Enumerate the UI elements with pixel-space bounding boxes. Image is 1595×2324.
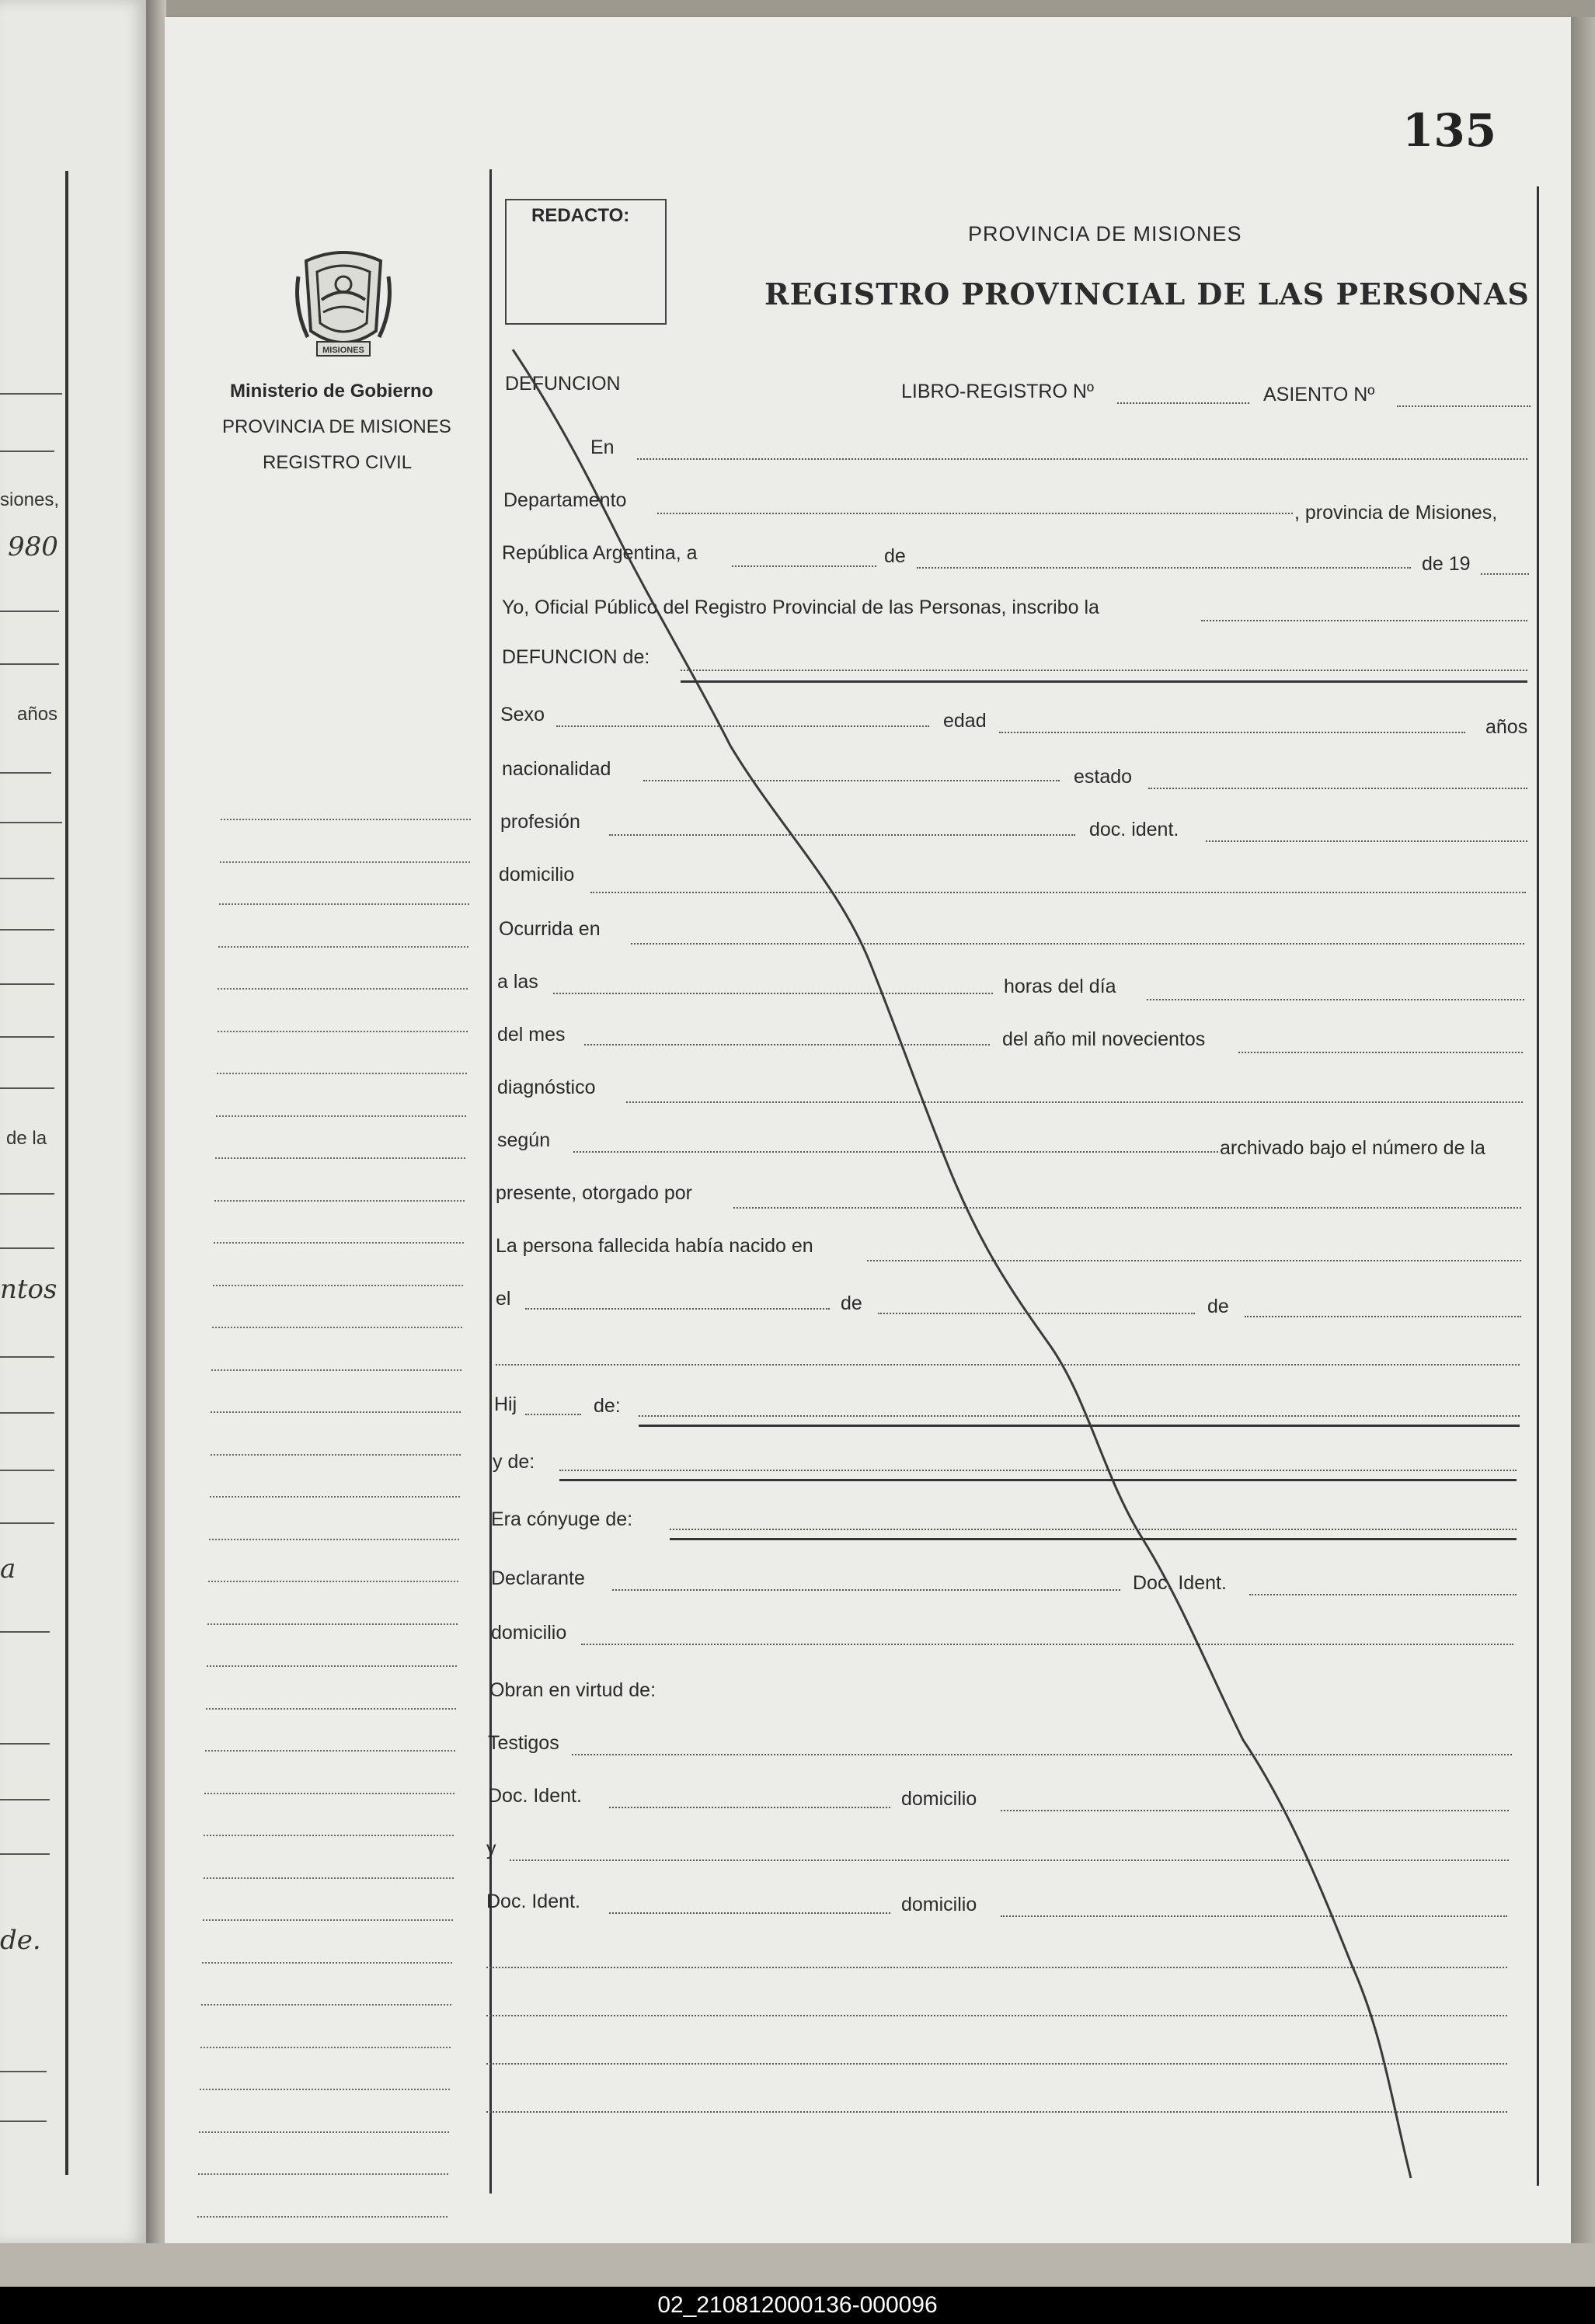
- provincia-suffix: , provincia de Misiones,: [1294, 502, 1498, 524]
- madre-field[interactable]: [559, 1470, 1517, 1471]
- facing-rule: [0, 1853, 50, 1855]
- margin-note-line[interactable]: [207, 1623, 458, 1625]
- declarante-doc-label: Doc. Ident.: [1133, 1572, 1227, 1594]
- de-label: de: [884, 545, 906, 567]
- edad-field[interactable]: [999, 732, 1465, 733]
- conyuge-label: Era cónyuge de:: [491, 1508, 633, 1530]
- book-gutter: [146, 0, 166, 2253]
- declarante-field[interactable]: [612, 1589, 1120, 1591]
- defuncion-heading: DEFUNCION: [505, 373, 621, 395]
- facing-rule: [0, 1743, 50, 1745]
- facing-rule: [0, 2071, 47, 2072]
- book-right-edge: [1571, 17, 1595, 2254]
- facing-rule: [0, 1247, 54, 1249]
- profesion-field[interactable]: [609, 834, 1075, 836]
- y-de-label: y de:: [493, 1451, 535, 1473]
- book-bottom-edge: [0, 2243, 1595, 2287]
- margin-note-line[interactable]: [214, 1200, 465, 1202]
- domicilio-field[interactable]: [590, 892, 1526, 893]
- margin-note-line[interactable]: [211, 1369, 461, 1371]
- del-mes-label: del mes: [497, 1024, 566, 1045]
- testigos-field[interactable]: [572, 1754, 1512, 1755]
- facing-text: siones,: [0, 489, 60, 510]
- hij-label: Hij: [494, 1393, 517, 1415]
- nacimiento-de-label: de: [841, 1292, 862, 1314]
- extra-line[interactable]: [496, 1364, 1520, 1366]
- observaciones-line-3[interactable]: [486, 2063, 1507, 2065]
- presente-label: presente, otorgado por: [496, 1182, 692, 1204]
- margin-note-line[interactable]: [208, 1581, 458, 1582]
- margin-note-line[interactable]: [217, 1073, 467, 1074]
- margin-note-line[interactable]: [209, 1539, 459, 1540]
- testigo2-doc-field[interactable]: [609, 1912, 890, 1914]
- margin-note-line[interactable]: [219, 903, 469, 905]
- testigo2-domicilio-field[interactable]: [1001, 1915, 1507, 1917]
- diagnostico-label: diagnóstico: [497, 1077, 596, 1098]
- facing-rule: [0, 393, 62, 395]
- facing-rule: [0, 772, 51, 774]
- margin-note-line[interactable]: [211, 1411, 461, 1413]
- asiento-field[interactable]: [1397, 405, 1531, 407]
- diagnostico-field[interactable]: [626, 1101, 1523, 1103]
- observaciones-line-1[interactable]: [486, 1967, 1507, 1968]
- horas-del-dia-label: horas del día: [1004, 976, 1116, 997]
- departamento-field[interactable]: [657, 513, 1293, 514]
- page-number: 135: [1402, 104, 1497, 157]
- doc-ident-field[interactable]: [1206, 840, 1527, 842]
- domicilio-label: domicilio: [499, 864, 575, 885]
- testigo1-domicilio-field[interactable]: [1001, 1810, 1509, 1811]
- padre-field[interactable]: [639, 1415, 1520, 1417]
- del-ano-label: del año mil novecientos: [1002, 1028, 1206, 1050]
- facing-handwriting: de.: [0, 1925, 41, 1956]
- anos-label: años: [1485, 716, 1528, 738]
- difunto-field[interactable]: [681, 670, 1527, 671]
- margin-note-line[interactable]: [204, 1877, 454, 1879]
- oficial-statement: Yo, Oficial Público del Registro Provincial de las Personas, inscribo la: [502, 597, 1099, 618]
- nacimiento-dia-field[interactable]: [525, 1308, 830, 1310]
- facing-rule: [0, 1087, 54, 1089]
- declarante-doc-field[interactable]: [1249, 1594, 1517, 1595]
- obran-label: Obran en virtud de:: [489, 1679, 656, 1701]
- ano-ocurrencia-field[interactable]: [1238, 1052, 1523, 1053]
- mes-ocurrencia-field[interactable]: [584, 1044, 990, 1045]
- ano-field[interactable]: [1481, 573, 1529, 575]
- margin-note-line[interactable]: [207, 1665, 457, 1667]
- facing-rule: [0, 451, 54, 452]
- departamento-label: Departamento: [503, 489, 627, 511]
- facing-rule: [0, 878, 54, 879]
- archivado-label: archivado bajo el número de la: [1220, 1137, 1485, 1159]
- doc-ident-label: doc. ident.: [1089, 819, 1179, 840]
- declarante-domicilio-field[interactable]: [581, 1644, 1513, 1645]
- hora-field[interactable]: [553, 993, 993, 994]
- facing-rule: [0, 983, 54, 985]
- margin-note-line[interactable]: [213, 1285, 463, 1286]
- facing-rule: [0, 1193, 54, 1195]
- margin-note-line[interactable]: [204, 1793, 454, 1794]
- facing-rule: [0, 1799, 50, 1800]
- hij-suffix-field[interactable]: [525, 1414, 581, 1415]
- el-label: el: [496, 1288, 511, 1310]
- sexo-field[interactable]: [556, 725, 929, 727]
- nacimiento-ano-field[interactable]: [1245, 1316, 1521, 1317]
- image-caption: 02_210812000136-000096: [0, 2287, 1595, 2324]
- difunto-underline: [681, 680, 1527, 683]
- margin-note-line[interactable]: [211, 1454, 461, 1456]
- estado-label: estado: [1074, 766, 1133, 788]
- asiento-label: ASIENTO Nº: [1263, 384, 1375, 405]
- facing-rule: [0, 929, 54, 931]
- facing-rule: [0, 1631, 50, 1633]
- republica-label: República Argentina, a: [502, 542, 698, 564]
- profesion-label: profesión: [500, 811, 580, 833]
- margin-note-line[interactable]: [202, 1962, 452, 1964]
- facing-rule: [0, 1412, 54, 1414]
- facing-rule: [0, 1036, 54, 1038]
- margin-note-line[interactable]: [197, 2216, 448, 2218]
- province-label: PROVINCIA DE MISIONES: [222, 416, 451, 437]
- testigo1-doc-label: Doc. Ident.: [488, 1785, 582, 1807]
- margin-note-line[interactable]: [214, 1242, 464, 1244]
- provincial-coat-of-arms-icon: [291, 245, 396, 362]
- hij-de-label: de:: [594, 1395, 621, 1417]
- redacto-label: REDACTO:: [531, 205, 630, 226]
- margin-note-line[interactable]: [201, 2004, 451, 2006]
- ocurrida-en-label: Ocurrida en: [499, 918, 601, 940]
- nacido-en-label: La persona fallecida había nacido en: [496, 1235, 813, 1257]
- en-field[interactable]: [637, 458, 1527, 460]
- margin-note-line[interactable]: [218, 988, 468, 990]
- testigo2-doc-label: Doc. Ident.: [486, 1891, 580, 1912]
- margin-note-line[interactable]: [204, 1835, 454, 1836]
- margin-note-line[interactable]: [221, 819, 471, 820]
- nacionalidad-field[interactable]: [643, 780, 1060, 781]
- de-19-label: de 19: [1422, 553, 1471, 575]
- nacimiento-mes-field[interactable]: [878, 1313, 1195, 1314]
- margin-note-line[interactable]: [212, 1327, 462, 1328]
- mes-field[interactable]: [917, 567, 1411, 569]
- nacido-en-field[interactable]: [867, 1260, 1521, 1261]
- margin-note-line[interactable]: [215, 1157, 465, 1159]
- libro-registro-label: LIBRO-REGISTRO Nº: [901, 381, 1095, 402]
- margin-note-line[interactable]: [210, 1496, 460, 1498]
- province-header: PROVINCIA DE MISIONES: [968, 222, 1242, 245]
- dia-ocurrencia-field[interactable]: [1147, 999, 1524, 1000]
- dia-field[interactable]: [732, 565, 876, 567]
- form-right-rule: [1537, 186, 1539, 2186]
- margin-note-line[interactable]: [200, 2089, 450, 2090]
- ministry-label: Ministerio de Gobierno: [230, 381, 434, 402]
- declarante-label: Declarante: [491, 1567, 585, 1589]
- otorgado-por-field[interactable]: [733, 1207, 1521, 1209]
- declarante-domicilio-label: domicilio: [491, 1622, 567, 1644]
- madre-underline: [559, 1479, 1517, 1481]
- margin-note-line[interactable]: [199, 2131, 449, 2133]
- segun-label: según: [497, 1129, 551, 1151]
- facing-text: de la: [6, 1128, 47, 1149]
- defuncion-de-label: DEFUNCION de:: [502, 646, 650, 668]
- estado-field[interactable]: [1148, 788, 1527, 789]
- facing-rule: [0, 1522, 54, 1524]
- padre-underline: [639, 1425, 1520, 1427]
- facing-handwriting: a: [0, 1553, 16, 1585]
- y-label: y: [486, 1838, 496, 1860]
- testigo2-field[interactable]: [510, 1860, 1509, 1861]
- facing-rule: [0, 1470, 54, 1471]
- margin-note-line[interactable]: [216, 1115, 466, 1117]
- segun-field[interactable]: [573, 1151, 1218, 1153]
- margin-note-line[interactable]: [218, 1031, 468, 1032]
- facing-rule: [0, 822, 62, 823]
- facing-handwriting: ntos: [0, 1274, 57, 1305]
- testigo1-domicilio-label: domicilio: [901, 1788, 977, 1810]
- conyuge-underline: [670, 1538, 1517, 1540]
- facing-handwriting: 980: [8, 531, 58, 562]
- margin-note-line[interactable]: [206, 1708, 456, 1710]
- registry-title: REGISTRO PROVINCIAL DE LAS PERSONAS: [764, 277, 1530, 311]
- testigo1-doc-field[interactable]: [609, 1807, 890, 1808]
- facing-rule: [0, 2120, 47, 2122]
- inscribo-field[interactable]: [1201, 620, 1527, 621]
- observaciones-line-4[interactable]: [486, 2111, 1507, 2113]
- margin-note-line[interactable]: [205, 1750, 455, 1752]
- facing-page: [0, 0, 148, 2245]
- testigos-label: Testigos: [488, 1732, 559, 1754]
- facing-text: años: [17, 704, 58, 725]
- facing-page-rule: [65, 171, 68, 2175]
- facing-rule: [0, 1356, 54, 1358]
- edad-label: edad: [943, 710, 987, 732]
- a-las-label: a las: [497, 971, 538, 993]
- facing-rule: [0, 663, 59, 665]
- observaciones-line-2[interactable]: [486, 2015, 1507, 2016]
- margin-note-line[interactable]: [218, 946, 468, 948]
- margin-note-line[interactable]: [203, 1919, 453, 1921]
- seal-text: MISIONES: [322, 346, 364, 355]
- ocurrida-en-field[interactable]: [631, 943, 1524, 945]
- nacionalidad-label: nacionalidad: [502, 758, 611, 780]
- nacimiento-de-label-2: de: [1207, 1296, 1229, 1317]
- sexo-label: Sexo: [500, 704, 545, 725]
- civil-registry-label: REGISTRO CIVIL: [263, 452, 413, 473]
- margin-note-line[interactable]: [200, 2047, 451, 2048]
- testigo2-domicilio-label: domicilio: [901, 1894, 977, 1915]
- facing-rule: [0, 611, 59, 612]
- margin-note-line[interactable]: [220, 861, 470, 863]
- margin-note-line[interactable]: [198, 2173, 448, 2175]
- en-label: En: [590, 437, 615, 458]
- libro-registro-field[interactable]: [1117, 402, 1249, 404]
- conyuge-field[interactable]: [670, 1529, 1517, 1530]
